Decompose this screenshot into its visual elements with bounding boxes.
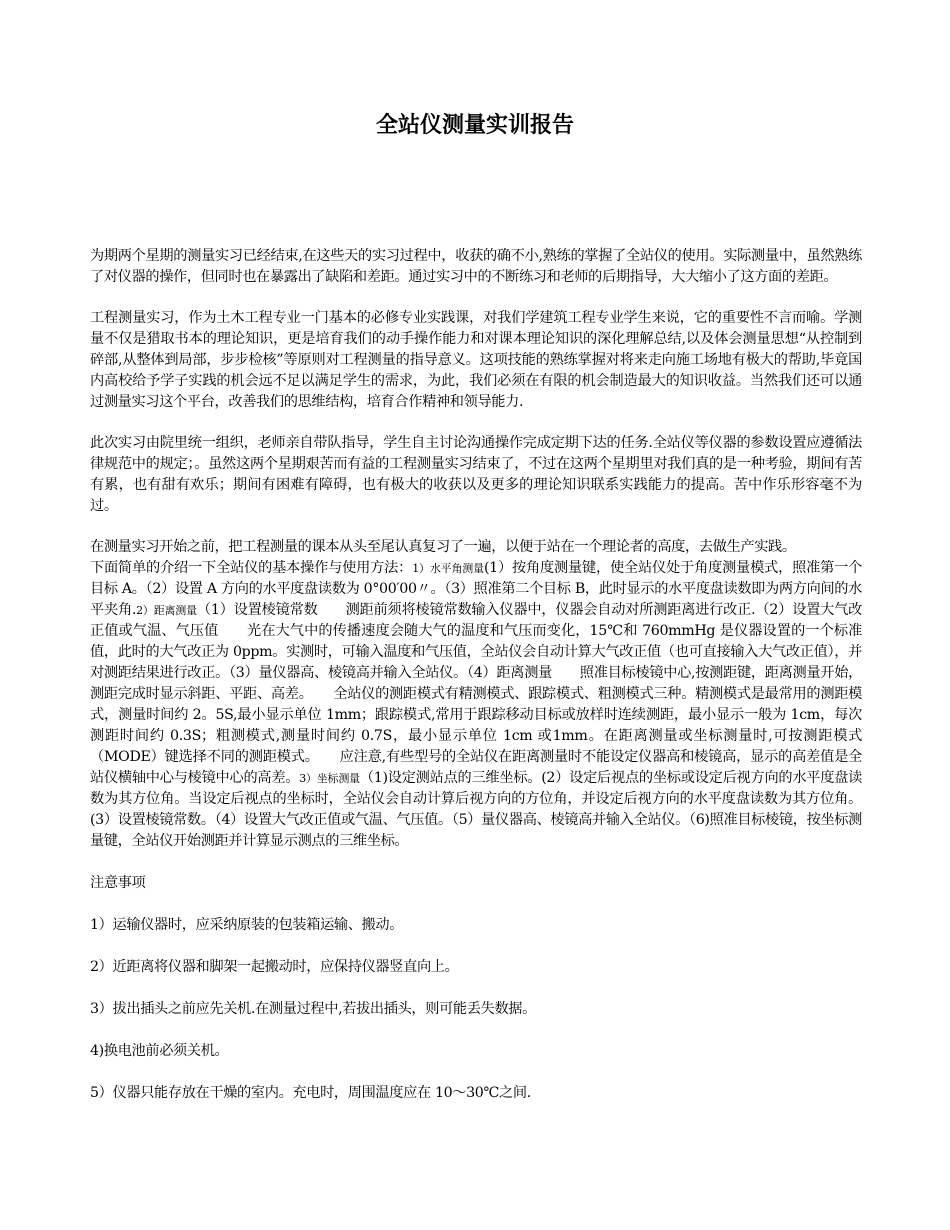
distance-text: （1）设置棱镜常数 测距前须将棱镜常数输入仪器中，仪器会自动对所测距离进行改正.（2）设置大气改正值或气温、气压值 光在大气中的传播速度会随大气的温度和气压而变化，15℃和 760mmHg 是仪器设置的一个标准值，此时的大气改正为 0ppm。实测时，可输入温度和气压值，全站仪会自动计算大气改正值（也可直接输入大气改正值），并对测距结果进行改正。（3）量仪器高、棱镜高并输入全站仪。（4）距离测量 照准目标棱镜中心,按测距键，距离测量开始，测距完成时显示斜距、平距、高差。 全站仪的测距模式有精测模式、跟踪模式、粗测模式三种。精测模式是最常用的测距模式，测量时间约 2。5S,最小显示单位 1mm；跟踪模式,常用于跟踪移动目标或放样时连续测距，最小显示一般为 1cm，每次测距时间约 0.3S；粗测模式,测量时间约 0.7S，最小显示单位 1cm 或1mm。在距离测量或坐标测量时,可按测距模式（MODE）键选择不同的测距模式。 应注意,有些型号的全站仪在距离测量时不能设定仪器高和棱镜高，显示的高差值是全站仪横轴中心与棱镜中心的高差。	[90, 602, 862, 786]
document-body	[90, 246, 862, 1104]
horizontal-angle-text: (1）按角度测量键，使全站仪处于角度测量模式，照准第一个目标 A。（2）设置 A 方向的水平度盘读数为 0°00′00〃。（3）照准第二个目标 B，此时显示的水平度盘读数即为两方向间的水平夹角.	[90, 560, 863, 618]
heading-distance: 2）距离测量	[136, 604, 197, 617]
paragraph-preparation: 在测量实习开始之前，把工程测量的课本从头至尾认真复习了一遍，以便于站在一个理论者的高度，去做生产实践。	[90, 539, 796, 555]
paragraph-intro: 为期两个星期的测量实习已经结束,在这些天的实习过程中，收获的确不小,熟练的掌握了全站仪的使用。实际测量中，虽然熟练了对仪器的操作，但同时也在暴露出了缺陷和差距。通过实习中的不断练习和老师的后期指导，大大缩小了这方面的差距。	[90, 248, 862, 285]
operation-intro: 下面简单的介绍一下全站仪的基本操作与使用方法：	[90, 560, 413, 576]
paragraph-operation	[90, 558, 862, 852]
paragraph-significance: 工程测量实习，作为土木工程专业一门基本的必修专业实践课，对我们学建筑工程专业学生来说，它的重要性不言而喻。学测量不仅是猎取书本的理论知识，更是培育我们的动手操作能力和对课本理论知识的深化理解总结,以及体会测量思想“从控制到碎部,从整体到局部，步步检核”等原则对工程测量的指导意义。这项技能的熟练掌握对将来走向施工场地有极大的帮助,毕竟国内高校给予学子实践的机会远不足以满足学生的需求，为此，我们必须在有限的机会制造最大的知识收益。当然我们还可以通过测量实习这个平台，改善我们的思维结构，培育合作精神和领导能力.	[90, 310, 862, 410]
note-item: 2）近距离将仪器和脚架一起搬动时，应保持仪器竖直向上。	[90, 959, 459, 975]
note-item: 1）运输仪器时，应采纳原装的包装箱运输、搬动。	[90, 917, 404, 933]
notes-heading: 注意事项	[90, 875, 146, 891]
note-item: 5）仪器只能存放在干燥的室内。充电时，周围温度应在 10～30℃之间.	[90, 1085, 531, 1101]
coordinate-text: （1)设定测站点的三维坐标。(2）设定后视点的坐标或设定后视方向的水平度盘读数为其方位角。当设定后视点的坐标时，全站仪会自动计算后视方向的方位角，并设定后视方向的水平度盘读数为其方位角。(3）设置棱镜常数。（4）设置大气改正值或气温、气压值。（5）量仪器高、棱镜高并输入全站仪。（6)照准目标棱镜，按坐标测量键，全站仪开始测距并计算显示测点的三维坐标。	[90, 770, 862, 849]
heading-coordinate: 3）坐标测量	[299, 772, 360, 785]
page-title: 全站仪测量实训报告	[375, 113, 574, 138]
note-item: 3）拔出插头之前应先关机.在测量过程中,若拔出插头，则可能丢失数据。	[90, 1001, 536, 1017]
note-item: 4)换电池前必须关机。	[90, 1043, 229, 1059]
paragraph-organization: 此次实习由院里统一组织，老师亲自带队指导，学生自主讨论沟通操作完成定期下达的任务.全站仪等仪器的参数设置应遵循法律规范中的规定；。虽然这两个星期艰苦而有益的工程测量实习结束了，不过在这两个星期里对我们真的是一种考验，期间有苦有累，也有甜有欢乐；期间有困难有障碍，也有极大的收获以及更多的理论知识联系实践能力的提高。苦中作乐形容毫不为过。	[90, 435, 862, 514]
heading-horizontal-angle: 1）水平角测量	[412, 562, 484, 575]
